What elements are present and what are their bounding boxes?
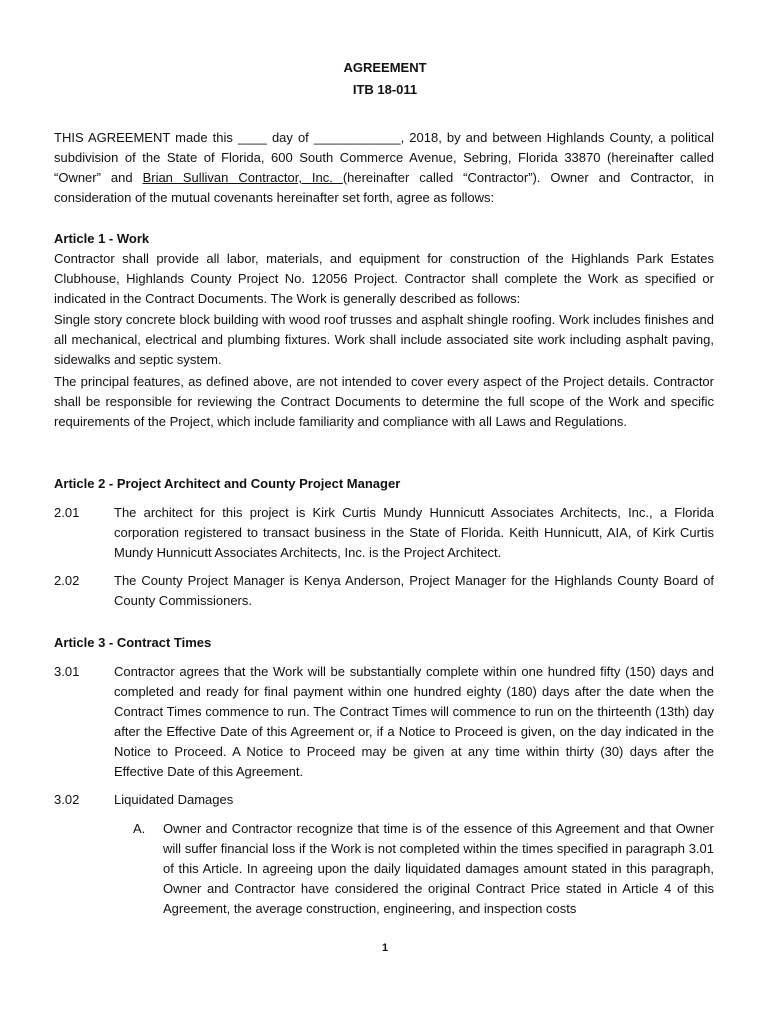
section-text-2-01: The architect for this project is Kirk Curtis Mundy Hunnicutt Associates Architects, Inc., a Florida corporation registered to transact business in the State of Florida. Keith Hunnicutt, AIA, of Kirk Curtis Mundy Hunnicutt Associates Architects, Inc. is the Project Architect. — [114, 505, 714, 560]
subsection-letter-a: A. — [133, 821, 146, 836]
article-1-paragraph-1: Contractor shall provide all labor, materials, and equipment for construction of the Highlands Park Estates Clubhouse, Highlands County Project No. 12056 Project. Contractor shall complete the Work as specified or indicated in the Contract Documents. The Work is generally described as follows: — [54, 251, 714, 306]
document-subtitle: ITB 18-011 — [352, 82, 418, 97]
article-2-heading: Article 2 - Project Architect and County Project Manager — [54, 476, 401, 491]
section-number-3-02: 3.02 — [54, 792, 80, 807]
section-number-2-02: 2.02 — [54, 573, 80, 588]
contractor-name: Brian Sullivan Contractor, Inc. — [142, 170, 343, 185]
section-text-3-01: Contractor agrees that the Work will be substantially complete within one hundred fifty (150) days and completed and ready for final payment within one hundred eighty (180) days after the date when the Contract Times commence to run. The Contract Times will commence to run on the thirteenth (13th) day after the Effective Date of this Agreement or, if a Notice to Proceed is given, on the day indicated in the Notice to Proceed. A Notice to Proceed may be given at any time within thirty (30) days after the Effective Date of this Agreement. — [114, 664, 714, 779]
article-1-paragraph-3: The principal features, as defined above, are not intended to cover every aspect of the Project details. Contractor shall be responsible for reviewing the Contract Documents to determine the full scope of the Work and specific requirements of the Project, which include familiarity and compliance with all Laws and Regulations. — [54, 374, 714, 429]
intro-text-2: (hereinafter called “Contractor”). Owner and Contractor, in consideration of the mutual covenants hereinafter set forth, agree as follows: — [54, 170, 714, 205]
subsection-text-a: Owner and Contractor recognize that time is of the essence of this Agreement and that Owner will suffer financial loss if the Work is not completed within the times specified in paragraph 3.01 of this Article. In agreeing upon the daily liquidated damages amount stated in this paragraph, Owner and Contractor have considered the original Contract Price stated in Article 4 of this Agreement, the average construction, engineering, and inspection costs — [163, 821, 714, 916]
document-title: AGREEMENT — [343, 60, 427, 75]
section-text-3-02: Liquidated Damages — [114, 792, 234, 807]
section-number-2-01: 2.01 — [54, 505, 80, 520]
intro-text-1: THIS AGREEMENT made this ____ day of ____________, 2018, by and between Highlands County, a political subdivision of the State of Florida, 600 South Commerce Avenue, Sebring, Florida 33870 (hereinafter called “Owner” and — [54, 130, 714, 185]
section-number-3-01: 3.01 — [54, 664, 80, 679]
article-1-paragraph-2: Single story concrete block building with wood roof trusses and asphalt shingle roofing. Work includes finishes and all mechanical, electrical and plumbing fixtures. Work shall include associated site work including asphalt paving, sidewalks and septic system. — [54, 312, 714, 367]
article-1-heading: Article 1 - Work — [54, 231, 150, 246]
page-number: 1 — [381, 942, 389, 954]
section-text-2-02: The County Project Manager is Kenya Anderson, Project Manager for the Highlands County Board of County Commissioners. — [114, 573, 714, 608]
article-3-heading: Article 3 - Contract Times — [54, 635, 212, 650]
intro-paragraph — [54, 128, 714, 208]
